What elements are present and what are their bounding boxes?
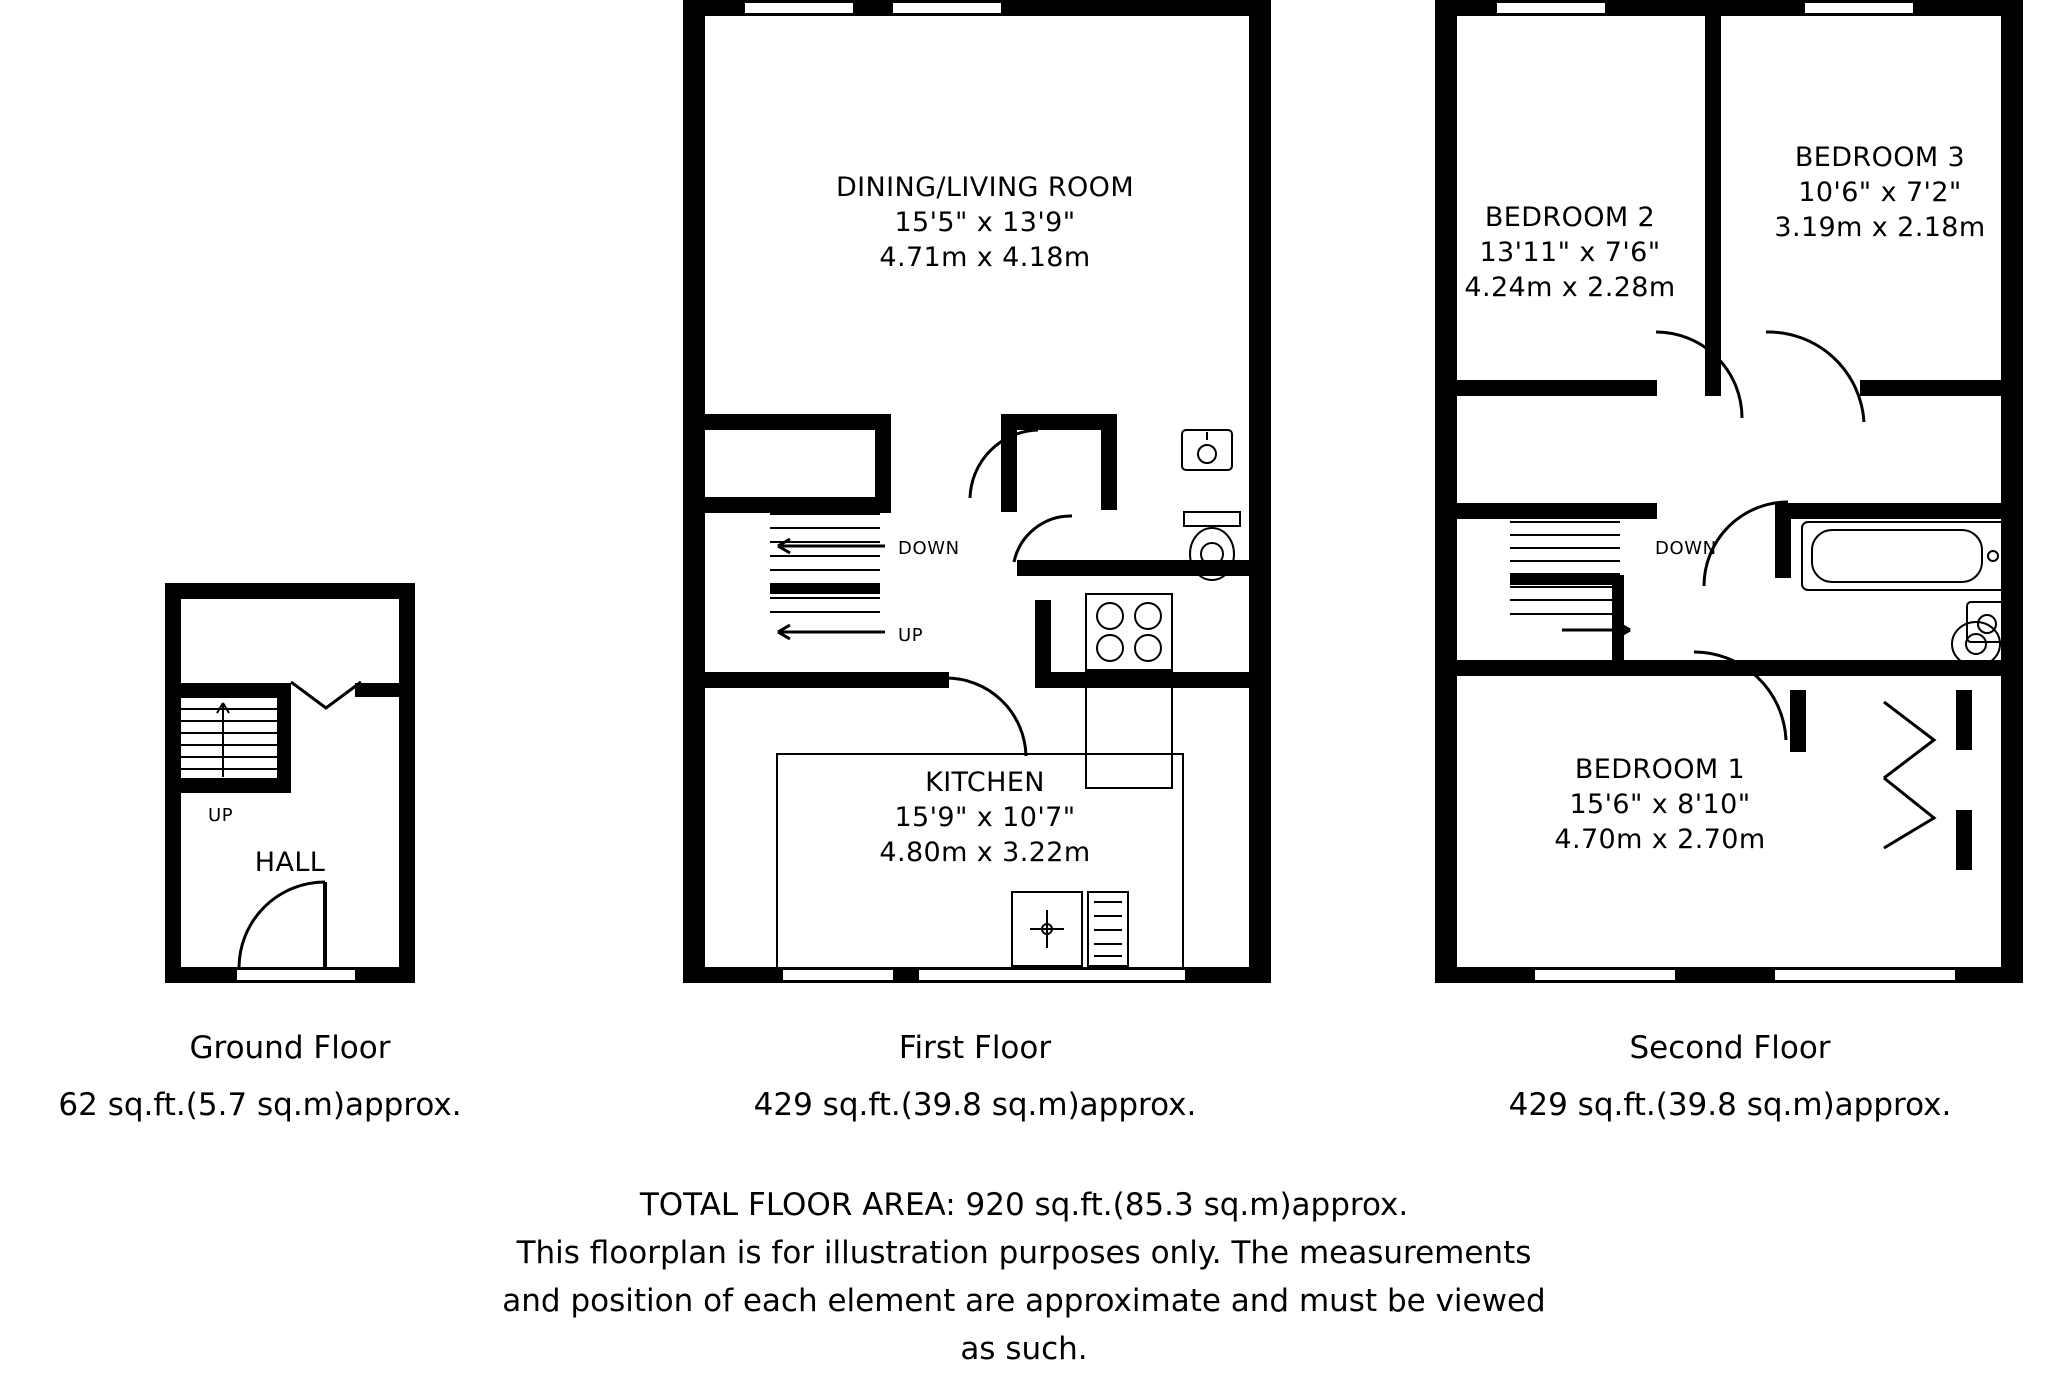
total-floor-area-text: TOTAL FLOOR AREA: 920 sq.ft.(85.3 sq.m)approx. [639, 1187, 1409, 1223]
second-wall-bottom-mid [1675, 967, 1775, 983]
first-wall-top-right [1001, 0, 1271, 16]
room-dimensions-metric: 4.70m x 2.70m [1554, 824, 1766, 856]
first-stair-direction-down: DOWN [898, 538, 960, 559]
ground-wall-partition-bottom [181, 779, 291, 793]
room-name: DINING/LIVING ROOM [835, 172, 1135, 203]
room-dimensions-imperial: 15'5" x 13'9" [894, 207, 1076, 239]
ground-wall-right [399, 583, 415, 983]
first-wall-stair-split [770, 584, 880, 594]
ground-wall-partition-top [181, 683, 291, 697]
second-door-airing-cupboard [1880, 700, 1990, 850]
second-stair-direction-down: DOWN [1655, 538, 1717, 559]
first-kitchen-hob [1084, 592, 1174, 672]
room-dimensions-metric: 3.19m x 2.18m [1774, 212, 1986, 244]
first-wall-living-bottom [705, 414, 891, 430]
first-wall-wc-divider [1101, 414, 1117, 510]
disclaimer-line-3: as such. [960, 1331, 1088, 1367]
room-label-bedroom3 [1735, 140, 2025, 245]
first-door-living-to-hall [948, 430, 1018, 500]
floor-area-first: 429 sq.ft.(39.8 sq.m)approx. [753, 1087, 1197, 1123]
first-wall-stair-right [875, 414, 891, 504]
second-door-bedroom1 [1690, 648, 1790, 744]
second-wall-landing-left [1457, 503, 1657, 519]
second-window-bottom-a [1535, 967, 1675, 983]
room-dimensions-metric: 4.80m x 3.22m [879, 837, 1091, 869]
first-stair-arrow-up [770, 622, 890, 642]
second-wall-stair-edge-top [1510, 575, 1624, 585]
room-dimensions-imperial: 13'11" x 7'6" [1479, 237, 1661, 269]
room-label-bedroom2 [1440, 200, 1700, 305]
second-wall-cupboard-stub-b [1956, 810, 1972, 870]
first-wall-bottom-left [683, 967, 783, 983]
second-wall-cupboard-stub-c [1790, 690, 1806, 752]
room-label-kitchen [715, 765, 1255, 870]
ground-staircase [181, 697, 291, 781]
floor-title-first: First Floor [898, 1030, 1052, 1066]
ground-wall-left [165, 583, 181, 983]
room-name: HALL [254, 847, 326, 878]
second-bath-tub [1800, 520, 2010, 592]
ground-entrance-door-swing [237, 880, 357, 970]
second-stair-arrow-down [1560, 620, 1640, 640]
floor-title-ground: Ground Floor [189, 1030, 391, 1066]
room-label-bedroom1 [1450, 752, 1870, 857]
ground-wall-top [165, 583, 415, 599]
ground-wall-stub-right [355, 683, 415, 697]
room-dimensions-imperial: 10'6" x 7'2" [1798, 177, 1962, 209]
first-stair-direction-up: UP [898, 625, 924, 646]
second-wall-bottom-right [1955, 967, 2023, 983]
room-dimensions-imperial: 15'9" x 10'7" [894, 802, 1076, 834]
second-window-top-a [1497, 0, 1605, 16]
room-dimensions-imperial: 15'6" x 8'10" [1569, 789, 1751, 821]
room-name: BEDROOM 2 [1484, 202, 1656, 233]
disclaimer-line-1: This floorplan is for illustration purposes only. The measurements [516, 1235, 1532, 1271]
ground-wall-bottom-left [165, 967, 237, 983]
first-wc-basin [1180, 428, 1234, 472]
first-wall-left [683, 0, 705, 983]
first-wc-toilet [1182, 510, 1242, 586]
first-staircase [770, 512, 880, 616]
second-wall-cupboard-stub-a [1956, 690, 1972, 750]
second-wall-bottom-left [1435, 967, 1535, 983]
floor-title-second: Second Floor [1629, 1030, 1831, 1066]
disclaimer-line-2: and position of each element are approximate and must be viewed [502, 1283, 1546, 1319]
first-wall-hall-left [705, 497, 891, 513]
room-label-dining-living [715, 170, 1255, 275]
second-bath-toilet [1944, 612, 2008, 672]
first-wall-bottom-right [1185, 967, 1271, 983]
first-door-kitchen [940, 672, 1030, 760]
second-door-bathroom [1700, 498, 1792, 590]
first-wall-top-mid [853, 0, 893, 16]
second-door-bedroom3 [1760, 330, 1870, 426]
floor-area-second: 429 sq.ft.(39.8 sq.m)approx. [1508, 1087, 1952, 1123]
second-wall-bath-divider [1775, 503, 2023, 519]
room-dimensions-metric: 4.71m x 4.18m [879, 242, 1091, 274]
first-stair-arrow-down [770, 536, 890, 556]
ground-wall-bottom-right [355, 967, 415, 983]
first-door-wc [1010, 512, 1092, 568]
first-wall-kitchen-top [705, 672, 949, 688]
second-wall-bed3-bottom [1860, 380, 2023, 396]
ground-internal-door [291, 678, 361, 714]
first-kitchen-sink [1010, 890, 1130, 968]
room-name: KITCHEN [925, 767, 1045, 798]
second-window-top-b [1805, 0, 1913, 16]
floor-area-ground: 62 sq.ft.(5.7 sq.m)approx. [58, 1087, 462, 1123]
room-label-hall [170, 845, 410, 880]
ground-stair-direction-up: UP [208, 805, 234, 826]
second-door-bedroom2 [1650, 330, 1746, 422]
second-window-bottom-b [1775, 967, 1955, 983]
room-name: BEDROOM 1 [1574, 754, 1746, 785]
room-dimensions-metric: 4.24m x 2.28m [1464, 272, 1676, 304]
first-window-top-b [893, 0, 1001, 16]
second-wall-bed2-bottom [1457, 380, 1657, 396]
second-staircase [1510, 520, 1620, 618]
first-window-top-a [745, 0, 853, 16]
room-name: BEDROOM 3 [1794, 142, 1966, 173]
